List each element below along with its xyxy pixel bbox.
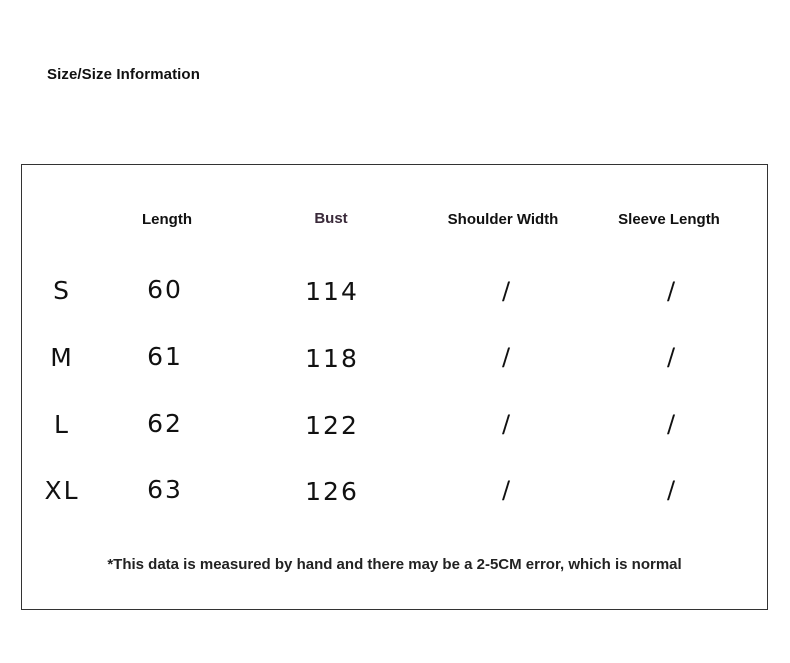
cell-length: 63 <box>147 475 183 504</box>
cell-bust: 126 <box>305 477 359 506</box>
cell-shoulder-width: / <box>501 343 511 371</box>
cell-length: 60 <box>147 275 183 304</box>
cell-sleeve-length: / <box>666 476 676 504</box>
cell-bust: 114 <box>305 277 359 306</box>
row-size-label: S <box>53 276 71 305</box>
cell-shoulder-width: / <box>501 277 511 305</box>
cell-sleeve-length: / <box>666 343 676 371</box>
cell-length: 61 <box>147 342 183 371</box>
cell-bust: 118 <box>305 344 359 373</box>
row-size-label: L <box>54 410 70 439</box>
measurement-note: *This data is measured by hand and there may be a 2-5CM error, which is normal <box>107 556 682 573</box>
cell-sleeve-length: / <box>666 277 676 305</box>
header-length: Length <box>142 211 192 228</box>
row-size-label: XL <box>44 476 80 505</box>
header-sleeve-length: Sleeve Length <box>618 211 720 228</box>
cell-shoulder-width: / <box>501 410 511 438</box>
row-size-label: M <box>50 343 74 372</box>
cell-sleeve-length: / <box>666 410 676 438</box>
cell-shoulder-width: / <box>501 476 511 504</box>
page-title: Size/Size Information <box>47 66 200 83</box>
header-shoulder-width: Shoulder Width <box>447 211 559 228</box>
size-table <box>21 164 768 610</box>
header-bust: Bust <box>314 210 348 227</box>
cell-length: 62 <box>147 409 183 438</box>
cell-bust: 122 <box>305 411 359 440</box>
